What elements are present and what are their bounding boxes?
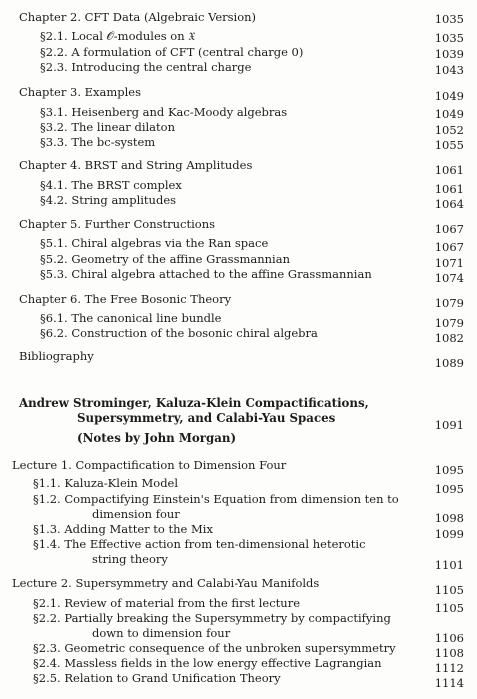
section-1-3-title: §1.3. Adding Matter to the Mix (33, 522, 213, 536)
section-1-2-continued: dimension four (92, 507, 180, 521)
chapter-6-page: 1079 (434, 296, 464, 310)
section-5-2-title: §5.2. Geometry of the affine Grassmannian (40, 252, 291, 266)
section-6-2-page: 1082 (434, 331, 464, 345)
section-4-1-title: §4.1. The BRST complex (40, 178, 182, 192)
section-2-3b-page: 1108 (434, 646, 464, 660)
section-2-1b-page: 1105 (434, 601, 464, 615)
section-1-3-page: 1099 (434, 527, 464, 541)
part-author-title: Andrew Strominger, Kaluza-Klein Compactifications, (19, 396, 369, 410)
section-2-2b-page: 1106 (434, 631, 464, 645)
lecture-1-title: Lecture 1. Compactification to Dimension Four (12, 458, 287, 472)
chapter-3-title: Chapter 3. Examples (19, 85, 142, 99)
section-2-3-title: §2.3. Introducing the central charge (40, 60, 252, 74)
section-2-1b-title: §2.1. Review of material from the first lecture (33, 596, 301, 610)
section-3-3-title: §3.3. The bc-system (40, 135, 156, 149)
chapter-2-page: 1035 (434, 12, 464, 26)
chapter-2-title: Chapter 2. CFT Data (Algebraic Version) (19, 10, 257, 24)
section-1-4-continued: string theory (92, 552, 168, 566)
section-1-2-title: §1.2. Compactifying Einstein's Equation from dimension ten to (33, 492, 399, 506)
bibliography-title: Bibliography (19, 349, 94, 363)
section-6-2-title: §6.2. Construction of the bosonic chiral algebra (40, 326, 318, 340)
section-2-2b-title: §2.2. Partially breaking the Supersymmetry by compactifying (33, 611, 391, 625)
section-2-5b-page: 1114 (434, 676, 464, 690)
bibliography-page: 1089 (434, 356, 464, 370)
section-5-3-title: §5.3. Chiral algebra attached to the affine Grassmannian (40, 267, 372, 281)
chapter-4-title: Chapter 4. BRST and String Amplitudes (19, 158, 253, 172)
section-2-2b-continued: down to dimension four (92, 626, 231, 640)
section-3-2-title: §3.2. The linear dilaton (40, 120, 175, 134)
section-1-2-page: 1098 (434, 511, 464, 525)
section-5-2-page: 1071 (434, 256, 464, 270)
part-notes-credit: (Notes by John Morgan) (77, 431, 237, 445)
lecture-2-title: Lecture 2. Supersymmetry and Calabi-Yau Manifolds (12, 576, 320, 590)
section-6-1-page: 1079 (434, 316, 464, 330)
section-2-2-page: 1039 (434, 47, 464, 61)
section-2-1-page: 1035 (434, 31, 464, 45)
section-3-1-title: §3.1. Heisenberg and Kac-Moody algebras (40, 105, 288, 119)
section-3-1-page: 1049 (434, 107, 464, 121)
section-3-2-page: 1052 (434, 123, 464, 137)
section-1-4-page: 1101 (434, 558, 464, 572)
chapter-5-title: Chapter 5. Further Constructions (19, 217, 216, 231)
section-3-3-page: 1055 (434, 138, 464, 152)
section-4-2-page: 1064 (434, 197, 464, 211)
section-2-3-page: 1043 (434, 63, 464, 77)
section-6-1-title: §6.1. The canonical line bundle (40, 311, 222, 325)
section-2-4b-title: §2.4. Massless fields in the low energy effective Lagrangian (33, 656, 382, 670)
lecture-2-page: 1105 (434, 583, 464, 597)
chapter-4-page: 1061 (434, 163, 464, 177)
section-2-3b-title: §2.3. Geometric consequence of the unbroken supersymmetry (33, 641, 396, 655)
section-4-2-title: §4.2. String amplitudes (40, 193, 177, 207)
section-2-1-title: §2.1. Local 𝒪-modules on 𝔛 (40, 29, 196, 43)
chapter-3-page: 1049 (434, 89, 464, 103)
section-4-1-page: 1061 (434, 182, 464, 196)
section-1-4-title: §1.4. The Effective action from ten-dimensional heterotic (33, 537, 366, 551)
section-5-1-title: §5.1. Chiral algebras via the Ran space (40, 236, 269, 250)
part-page: 1091 (434, 418, 464, 432)
section-2-2-title: §2.2. A formulation of CFT (central charge 0) (40, 45, 304, 59)
section-2-5b-title: §2.5. Relation to Grand Unification Theory (33, 671, 281, 685)
section-2-4b-page: 1112 (434, 661, 464, 675)
section-5-1-page: 1067 (434, 240, 464, 254)
section-5-3-page: 1074 (434, 271, 464, 285)
section-1-1-page: 1095 (434, 482, 464, 496)
part-title-continued: Supersymmetry, and Calabi-Yau Spaces (77, 411, 336, 425)
chapter-5-page: 1067 (434, 222, 464, 236)
section-1-1-title: §1.1. Kaluza-Klein Model (33, 476, 179, 490)
lecture-1-page: 1095 (434, 463, 464, 477)
chapter-6-title: Chapter 6. The Free Bosonic Theory (19, 292, 232, 306)
